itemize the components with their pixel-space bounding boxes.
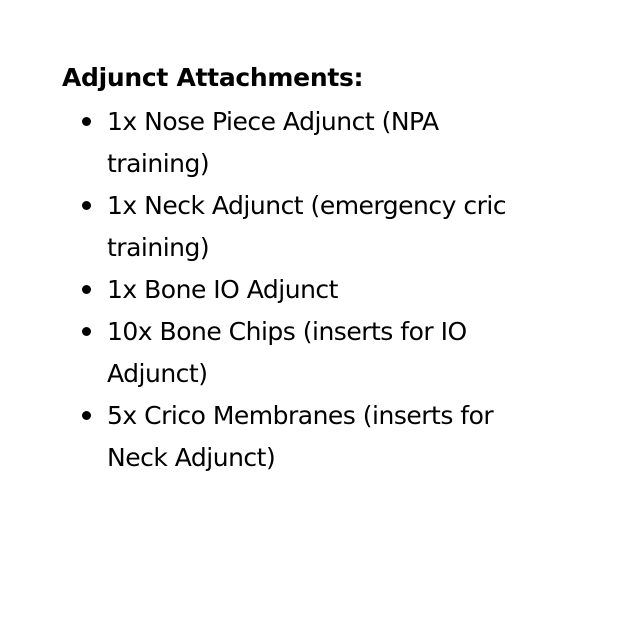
list-item-line: 5x Crico Membranes (inserts for <box>107 401 494 430</box>
bullet-icon <box>82 201 91 210</box>
list-item <box>107 101 577 185</box>
bullet-icon <box>82 411 91 420</box>
bullet-icon <box>82 327 91 336</box>
list-item-line: 10x Bone Chips (inserts for IO <box>107 317 467 346</box>
section-heading: Adjunct Attachments: <box>62 63 364 92</box>
list-item <box>107 395 577 479</box>
list-item-line: 1x Nose Piece Adjunct (NPA <box>107 107 439 136</box>
list-item-line: 1x Bone IO Adjunct <box>107 275 338 304</box>
list-item <box>107 269 577 311</box>
list-item-line: 1x Neck Adjunct (emergency cric <box>107 191 507 220</box>
list-item-line: training) <box>107 233 210 262</box>
list-item <box>107 185 577 269</box>
list-item-line: Neck Adjunct) <box>107 443 276 472</box>
attachment-list <box>107 101 577 479</box>
bullet-icon <box>82 285 91 294</box>
list-item-line: Adjunct) <box>107 359 208 388</box>
bullet-icon <box>82 117 91 126</box>
list-item <box>107 311 577 395</box>
list-item-line: training) <box>107 149 210 178</box>
